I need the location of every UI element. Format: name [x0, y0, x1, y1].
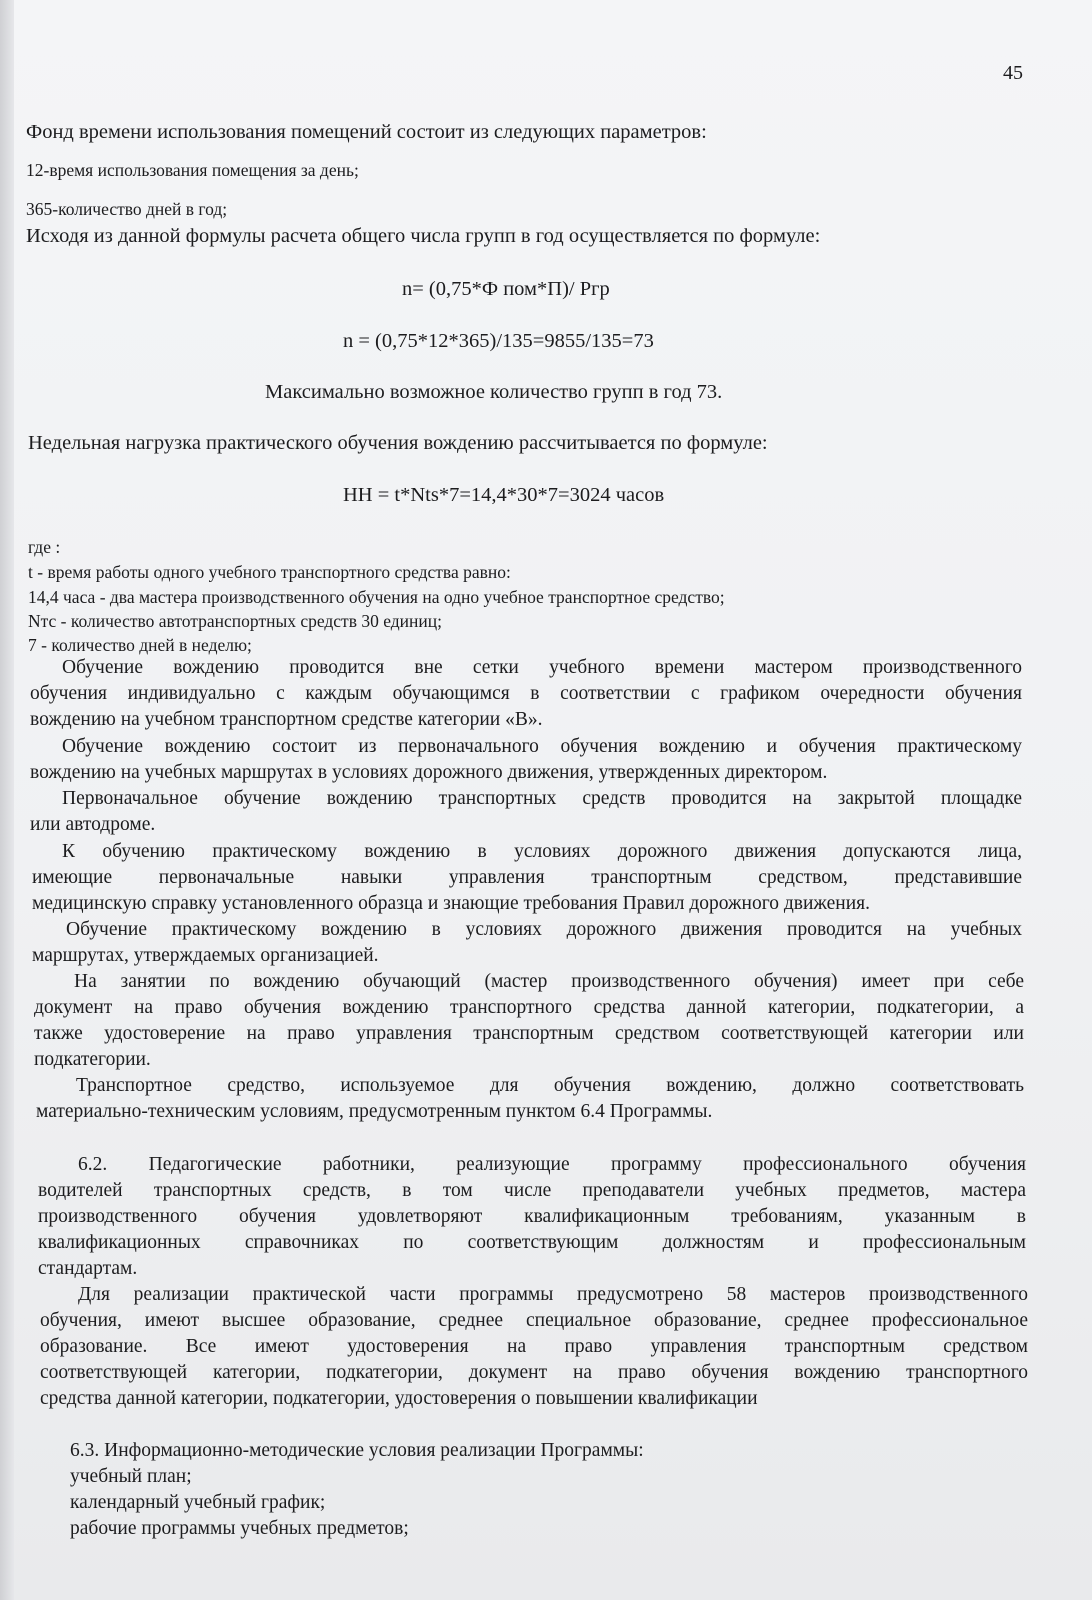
page-number: 45 [1003, 62, 1023, 84]
text-line: стандартам. [38, 1258, 138, 1279]
list-item: рабочие программы учебных предметов; [70, 1518, 409, 1539]
text-line: где : [28, 537, 61, 557]
text-line: Максимально возможное количество групп в год 73. [265, 381, 723, 403]
text-line: или автодроме. [30, 814, 156, 835]
formula-line: НН = t*Nts*7=14,4*30*7=3024 часов [343, 484, 665, 506]
text-line: 12-время использования помещения за день; [26, 160, 359, 180]
text-line: вождению на учебных маршрутах в условиях дорожного движения, утвержденных директором. [30, 762, 828, 783]
section-line: 6.2. Педагогические работники, реализующие программу профессионального обучения [78, 1154, 1026, 1175]
formula-line: n= (0,75*Ф пом*П)/ Ргр [402, 278, 610, 300]
text-line: Nтс - количество автотранспортных средств 30 единиц; [28, 611, 442, 631]
text-line: t - время работы одного учебного транспортного средства равно: [28, 562, 511, 582]
text-line: производственного обучения удовлетворяют квалификационным требованиям, указанным в [38, 1206, 1026, 1227]
text-line: медицинскую справку установленного образца и знающие требования Правил дорожного движения. [32, 893, 870, 914]
text-line: Обучение вождению проводится вне сетки учебного времени мастером производственного [62, 657, 1022, 678]
text-line: Исходя из данной формулы расчета общего числа групп в год осуществляется по формуле: [26, 225, 821, 247]
text-line: 14,4 часа - два мастера производственного обучения на одно учебное транспортное средство; [28, 587, 725, 607]
text-line: также удостоверение на право управления транспортным средством соответствующей категории или [34, 1023, 1024, 1044]
text-line: Первоначальное обучение вождению транспортных средств проводится на закрытой площадке [62, 788, 1022, 809]
text-line: 365-количество дней в год; [26, 199, 228, 219]
text-line: Фонд времени использования помещений состоит из следующих параметров: [26, 121, 707, 143]
list-item: учебный план; [70, 1466, 192, 1487]
text-line: 7 - количество дней в неделю; [28, 635, 252, 655]
list-item: календарный учебный график; [70, 1492, 326, 1513]
text-line: Обучение вождению состоит из первоначального обучения вождению и обучения практическому [62, 736, 1022, 757]
text-line: квалификационных справочниках по соответствующим должностям и профессиональным [38, 1232, 1026, 1253]
text-line: образование. Все имеют удостоверения на право управления транспортным средством [40, 1336, 1028, 1357]
text-line: На занятии по вождению обучающий (мастер производственного обучения) имеет при себе [74, 971, 1024, 992]
section-line: 6.3. Информационно-методические условия реализации Программы: [70, 1440, 644, 1461]
text-line: водителей транспортных средств, в том числе преподаватели учебных предметов, мастера [38, 1180, 1026, 1201]
text-line: вождению на учебном транспортном средстве категории «В». [30, 709, 543, 730]
text-line: К обучению практическому вождению в условиях дорожного движения допускаются лица, [62, 841, 1022, 862]
text-line: Недельная нагрузка практического обучения вождению рассчитывается по формуле: [28, 432, 768, 454]
text-line: Транспортное средство, используемое для обучения вождению, должно соответствовать [76, 1075, 1024, 1096]
text-line: обучения индивидуально с каждым обучающимся в соответствии с графиком очередности обучения [30, 683, 1022, 704]
formula-line: n = (0,75*12*365)/135=9855/135=73 [343, 330, 654, 352]
text-line: Обучение практическому вождению в условиях дорожного движения проводится на учебных [66, 919, 1022, 940]
text-line: соответствующей категории, подкатегории, документ на право обучения вождению транспортного [40, 1362, 1028, 1383]
text-line: материально-техническим условиям, предусмотренным пунктом 6.4 Программы. [36, 1101, 713, 1122]
text-line: подкатегории. [34, 1049, 151, 1070]
text-line: обучения, имеют высшее образование, среднее специальное образование, среднее профессиональное [40, 1310, 1028, 1331]
text-line: имеющие первоначальные навыки управления транспортным средством, представившие [32, 867, 1022, 888]
text-line: Для реализации практической части программы предусмотрено 58 мастеров производственного [78, 1284, 1028, 1305]
text-line: средства данной категории, подкатегории, удостоверения о повышении квалификации [40, 1388, 758, 1409]
text-line: маршрутах, утверждаемых организацией. [32, 945, 379, 966]
text-line: документ на право обучения вождению транспортного средства данной категории, подкатегории, а [34, 997, 1024, 1018]
